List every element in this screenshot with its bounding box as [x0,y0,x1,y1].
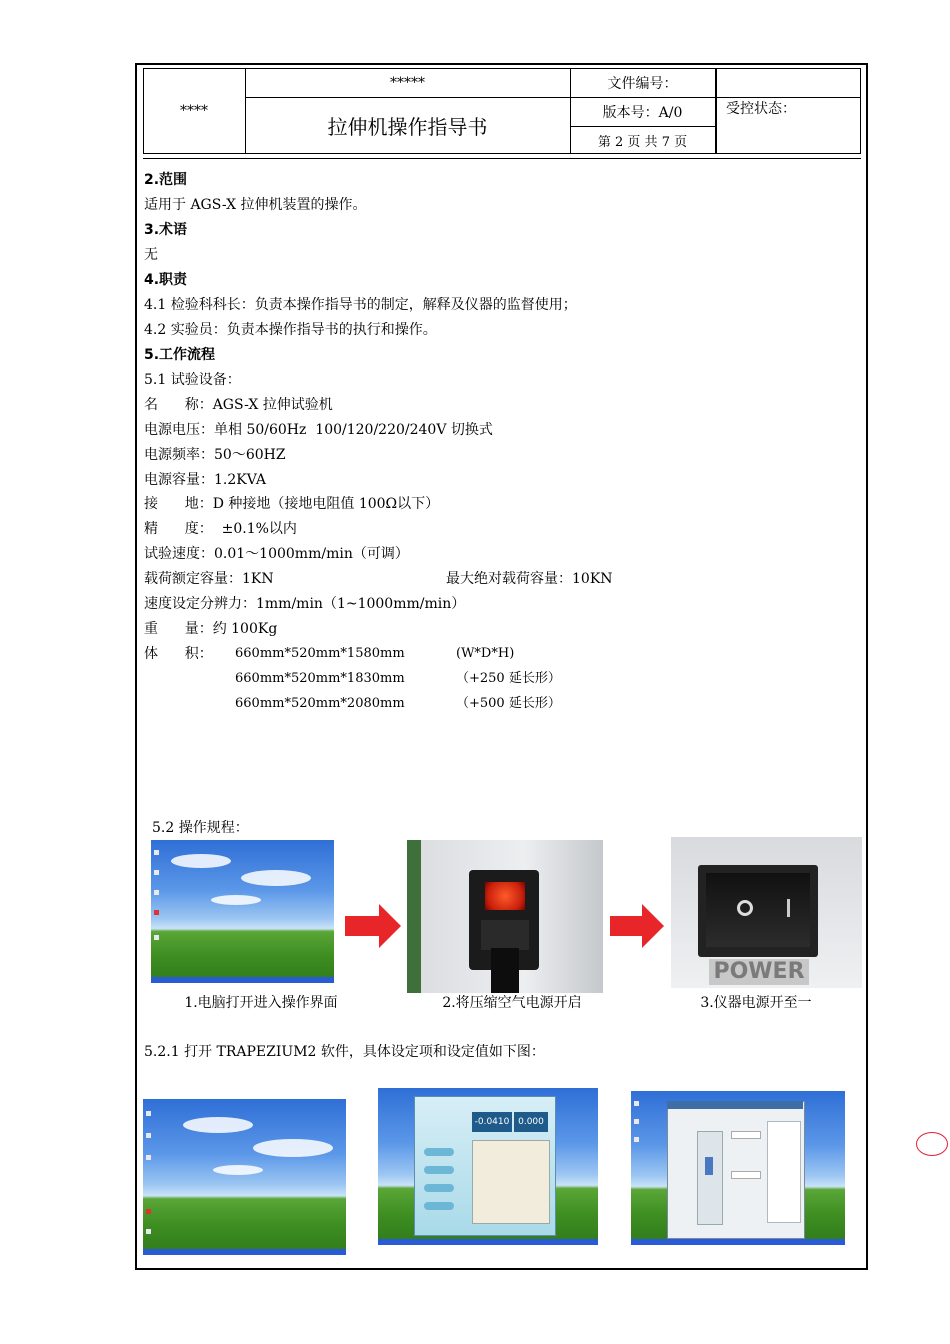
power-label: POWER [709,959,809,985]
trapezium-software-screenshot [378,1088,598,1245]
spec-max-load: 最大绝对载荷容量：10KN [446,571,613,587]
volume-size: 660mm*520mm*1580mm [235,646,405,661]
desktop-screenshot-photo [143,1099,346,1255]
instrument-power-switch-photo [671,837,862,988]
spec-voltage: 电源电压：单相 50/60Hz 100/120/220/240V 切换式 [144,422,493,438]
spec-name: 名 称：AGS-X 拉伸试验机 [144,397,333,413]
spec-volume-label: 体 积： [144,646,213,662]
spec-resolution: 速度设定分辨力：1mm/min（1~1000mm/min） [144,596,466,612]
spec-speed: 试验速度：0.01～1000mm/min（可调） [144,546,409,562]
spec-grounding: 接 地：D 种接地（接地电阻值 100Ω以下） [144,496,440,512]
control-status-label: 受控状态： [726,101,796,117]
header-underline [143,158,861,159]
trapezium-settings-screenshot [631,1091,845,1245]
section-heading-scope: 2.范围 [144,172,188,188]
spec-weight: 重 量：约 100Kg [144,621,278,637]
spec-capacity: 电源容量：1.2KVA [144,472,266,488]
section-heading-duty: 4.职责 [144,272,188,288]
volume-size: 660mm*520mm*2080mm [235,696,405,711]
page-number: 第 2 页 共 7 页 [597,134,688,150]
force-readout: -0.0410 [472,1112,512,1132]
section-heading-terms: 3.术语 [144,222,188,238]
volume-note: （+500 延长形） [456,696,561,711]
volume-note: (W*D*H) [456,646,515,661]
terms-text: 无 [144,247,158,263]
step-caption: 1.电脑打开进入操作界面 [184,995,338,1011]
desktop-screenshot-photo [151,840,334,983]
header-divider [715,68,717,154]
spec-precision: 精 度： ±0.1%以内 [144,521,297,537]
company-code: **** [180,103,208,119]
step-caption: 2.将压缩空气电源开启 [442,995,582,1011]
file-number-label: 文件编号： [607,75,678,92]
spec-frequency: 电源频率：50～60HZ [144,447,286,463]
stroke-readout: 0.000 [514,1112,548,1132]
duty-item: 4.1 检验科科长：负责本操作指导书的制定，解释及仪器的监督使用； [144,297,577,313]
duty-item: 4.2 实验员：负责本操作指导书的执行和操作。 [144,322,437,338]
arrow-right-icon [345,904,401,948]
volume-size: 660mm*520mm*1830mm [235,671,405,686]
software-instruction: 5.2.1 打开 TRAPEZIUM2 软件，具体设定项和设定值如下图： [144,1044,545,1060]
volume-note: （+250 延长形） [456,671,561,686]
document-title: 拉伸机操作指导书 [327,115,488,139]
air-power-switch-photo [407,840,603,993]
version-label: 版本号：A/0 [602,104,683,121]
section-heading-flow: 5.工作流程 [144,347,216,363]
procedure-heading: 5.2 操作规程： [152,820,249,836]
spec-rated-load: 载荷额定容量：1KN [144,571,274,587]
equipment-heading: 5.1 试验设备： [144,372,241,388]
document-code: ***** [390,74,425,91]
annotation-circle-mark [916,1132,948,1156]
arrow-right-icon [610,904,664,948]
step-caption: 3.仪器电源开至一 [700,995,812,1011]
scope-text: 适用于 AGS-X 拉伸机装置的操作。 [144,197,367,213]
